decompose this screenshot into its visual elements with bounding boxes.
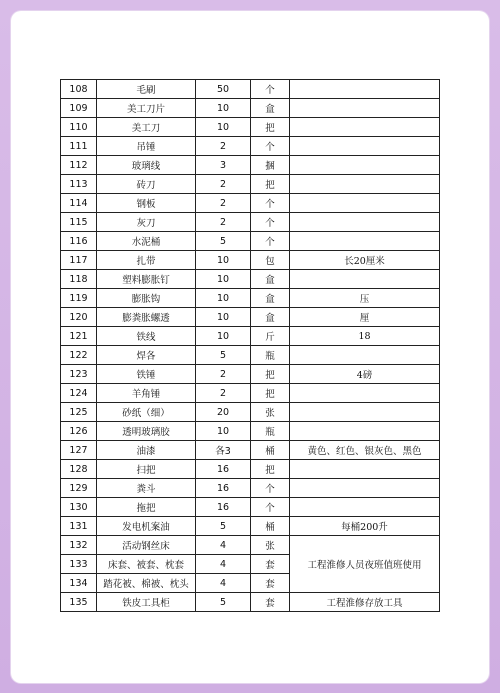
item-number-cell: 126 <box>61 422 97 441</box>
item-name-cell: 焊各 <box>97 346 196 365</box>
table-row <box>61 517 440 536</box>
item-quantity-cell: 10 <box>196 99 251 118</box>
item-note-cell <box>290 80 440 99</box>
item-name-cell: 活动钢丝床 <box>97 536 196 555</box>
item-unit-cell: 把 <box>251 460 290 479</box>
item-unit-cell: 桶 <box>251 517 290 536</box>
item-name-cell: 玻璃线 <box>97 156 196 175</box>
item-unit-cell: 把 <box>251 175 290 194</box>
item-number-cell: 111 <box>61 137 97 156</box>
item-note-cell <box>290 422 440 441</box>
item-number-cell: 122 <box>61 346 97 365</box>
item-quantity-cell: 5 <box>196 346 251 365</box>
item-number-cell: 114 <box>61 194 97 213</box>
item-name-cell: 扎带 <box>97 251 196 270</box>
item-quantity-cell: 5 <box>196 517 251 536</box>
item-name-cell: 羊角锤 <box>97 384 196 403</box>
item-note-cell <box>290 346 440 365</box>
item-name-cell: 美工刀 <box>97 118 196 137</box>
item-quantity-cell: 2 <box>196 194 251 213</box>
item-name-cell: 铁皮工具柜 <box>97 593 196 612</box>
table-row <box>61 232 440 251</box>
table-body <box>61 80 440 612</box>
item-quantity-cell: 5 <box>196 593 251 612</box>
table-row <box>61 289 440 308</box>
table-row <box>61 593 440 612</box>
table-row <box>61 270 440 289</box>
item-number-cell: 135 <box>61 593 97 612</box>
tool-inventory-table <box>60 79 440 612</box>
table-row <box>61 460 440 479</box>
item-unit-cell: 个 <box>251 213 290 232</box>
item-quantity-cell: 各3 <box>196 441 251 460</box>
item-unit-cell: 个 <box>251 137 290 156</box>
item-unit-cell: 套 <box>251 574 290 593</box>
item-unit-cell: 套 <box>251 555 290 574</box>
item-quantity-cell: 50 <box>196 80 251 99</box>
item-note-cell: 长20厘米 <box>290 251 440 270</box>
item-unit-cell: 瓶 <box>251 346 290 365</box>
item-number-cell: 124 <box>61 384 97 403</box>
item-number-cell: 117 <box>61 251 97 270</box>
table-row <box>61 194 440 213</box>
item-name-cell: 粪斗 <box>97 479 196 498</box>
item-name-cell: 铁线 <box>97 327 196 346</box>
item-note-cell: 黄色、红色、银灰色、黑色 <box>290 441 440 460</box>
item-name-cell: 膨胀钩 <box>97 289 196 308</box>
item-name-cell: 毛刷 <box>97 80 196 99</box>
table-row <box>61 403 440 422</box>
table-row <box>61 346 440 365</box>
item-note-cell <box>290 479 440 498</box>
item-name-cell: 钢板 <box>97 194 196 213</box>
item-quantity-cell: 4 <box>196 555 251 574</box>
item-number-cell: 112 <box>61 156 97 175</box>
table-row <box>61 213 440 232</box>
item-unit-cell: 盒 <box>251 289 290 308</box>
item-quantity-cell: 10 <box>196 118 251 137</box>
item-name-cell: 铁锤 <box>97 365 196 384</box>
item-quantity-cell: 5 <box>196 232 251 251</box>
item-note-cell: 压 <box>290 289 440 308</box>
table-row <box>61 251 440 270</box>
item-note-cell <box>290 156 440 175</box>
item-note-cell: 4磅 <box>290 365 440 384</box>
item-name-cell: 美工刀片 <box>97 99 196 118</box>
table-row <box>61 498 440 517</box>
item-note-cell <box>290 175 440 194</box>
item-quantity-cell: 10 <box>196 289 251 308</box>
item-quantity-cell: 10 <box>196 270 251 289</box>
table-row <box>61 422 440 441</box>
item-unit-cell: 把 <box>251 365 290 384</box>
item-quantity-cell: 4 <box>196 536 251 555</box>
table-row <box>61 536 440 555</box>
item-quantity-cell: 10 <box>196 308 251 327</box>
item-quantity-cell: 10 <box>196 251 251 270</box>
item-unit-cell: 张 <box>251 403 290 422</box>
item-unit-cell: 个 <box>251 232 290 251</box>
item-unit-cell: 包 <box>251 251 290 270</box>
item-unit-cell: 桶 <box>251 441 290 460</box>
table-row <box>61 156 440 175</box>
table-row <box>61 175 440 194</box>
item-number-cell: 116 <box>61 232 97 251</box>
item-number-cell: 127 <box>61 441 97 460</box>
item-note-cell <box>290 270 440 289</box>
item-unit-cell: 斤 <box>251 327 290 346</box>
item-unit-cell: 盒 <box>251 99 290 118</box>
item-number-cell: 120 <box>61 308 97 327</box>
item-number-cell: 134 <box>61 574 97 593</box>
item-number-cell: 115 <box>61 213 97 232</box>
item-unit-cell: 捆 <box>251 156 290 175</box>
item-quantity-cell: 20 <box>196 403 251 422</box>
item-note-cell: 18 <box>290 327 440 346</box>
item-quantity-cell: 2 <box>196 365 251 384</box>
item-number-cell: 128 <box>61 460 97 479</box>
item-note-cell: 每桶200升 <box>290 517 440 536</box>
item-number-cell: 132 <box>61 536 97 555</box>
item-note-cell <box>290 460 440 479</box>
item-name-cell: 透明玻璃胶 <box>97 422 196 441</box>
item-note-cell <box>290 194 440 213</box>
item-number-cell: 125 <box>61 403 97 422</box>
item-note-cell: 工程淮修存放工具 <box>290 593 440 612</box>
item-quantity-cell: 2 <box>196 384 251 403</box>
item-number-cell: 113 <box>61 175 97 194</box>
item-note-cell <box>290 403 440 422</box>
item-number-cell: 108 <box>61 80 97 99</box>
item-number-cell: 131 <box>61 517 97 536</box>
item-quantity-cell: 16 <box>196 498 251 517</box>
item-note-cell <box>290 213 440 232</box>
item-note-cell <box>290 99 440 118</box>
item-quantity-cell: 2 <box>196 137 251 156</box>
item-number-cell: 118 <box>61 270 97 289</box>
item-unit-cell: 瓶 <box>251 422 290 441</box>
table-row <box>61 80 440 99</box>
item-unit-cell: 盒 <box>251 270 290 289</box>
item-name-cell: 水泥桶 <box>97 232 196 251</box>
item-note-cell <box>290 137 440 156</box>
table-row <box>61 441 440 460</box>
item-name-cell: 拖把 <box>97 498 196 517</box>
item-name-cell: 砂纸（细） <box>97 403 196 422</box>
item-name-cell: 油漆 <box>97 441 196 460</box>
item-unit-cell: 张 <box>251 536 290 555</box>
table-row <box>61 384 440 403</box>
item-note-cell <box>290 118 440 137</box>
item-unit-cell: 个 <box>251 80 290 99</box>
item-name-cell: 灰刀 <box>97 213 196 232</box>
item-number-cell: 121 <box>61 327 97 346</box>
item-note-cell <box>290 384 440 403</box>
item-name-cell: 塑料膨胀钉 <box>97 270 196 289</box>
item-unit-cell: 套 <box>251 593 290 612</box>
item-unit-cell: 个 <box>251 479 290 498</box>
item-unit-cell: 个 <box>251 194 290 213</box>
table-row <box>61 118 440 137</box>
item-quantity-cell: 2 <box>196 175 251 194</box>
item-unit-cell: 把 <box>251 118 290 137</box>
table-row <box>61 137 440 156</box>
item-note-cell: 工程淮修人员夜班值班使用 <box>290 536 440 593</box>
item-number-cell: 110 <box>61 118 97 137</box>
table-row <box>61 327 440 346</box>
item-quantity-cell: 4 <box>196 574 251 593</box>
item-quantity-cell: 16 <box>196 479 251 498</box>
table-row <box>61 479 440 498</box>
item-number-cell: 129 <box>61 479 97 498</box>
item-quantity-cell: 16 <box>196 460 251 479</box>
item-unit-cell: 把 <box>251 384 290 403</box>
item-unit-cell: 个 <box>251 498 290 517</box>
item-name-cell: 踏花被、棉被、枕头 <box>97 574 196 593</box>
item-name-cell: 发电机案油 <box>97 517 196 536</box>
table-row <box>61 99 440 118</box>
item-quantity-cell: 10 <box>196 422 251 441</box>
item-name-cell: 扫把 <box>97 460 196 479</box>
item-number-cell: 119 <box>61 289 97 308</box>
item-number-cell: 123 <box>61 365 97 384</box>
item-note-cell <box>290 232 440 251</box>
item-unit-cell: 盒 <box>251 308 290 327</box>
item-name-cell: 吊锤 <box>97 137 196 156</box>
item-number-cell: 133 <box>61 555 97 574</box>
table-row <box>61 308 440 327</box>
item-quantity-cell: 10 <box>196 327 251 346</box>
item-name-cell: 砖刀 <box>97 175 196 194</box>
item-name-cell: 膨粪胀螺透 <box>97 308 196 327</box>
item-number-cell: 109 <box>61 99 97 118</box>
item-quantity-cell: 3 <box>196 156 251 175</box>
item-quantity-cell: 2 <box>196 213 251 232</box>
table-row <box>61 365 440 384</box>
item-note-cell <box>290 498 440 517</box>
item-name-cell: 床套、被套、枕套 <box>97 555 196 574</box>
item-number-cell: 130 <box>61 498 97 517</box>
item-note-cell: 厘 <box>290 308 440 327</box>
